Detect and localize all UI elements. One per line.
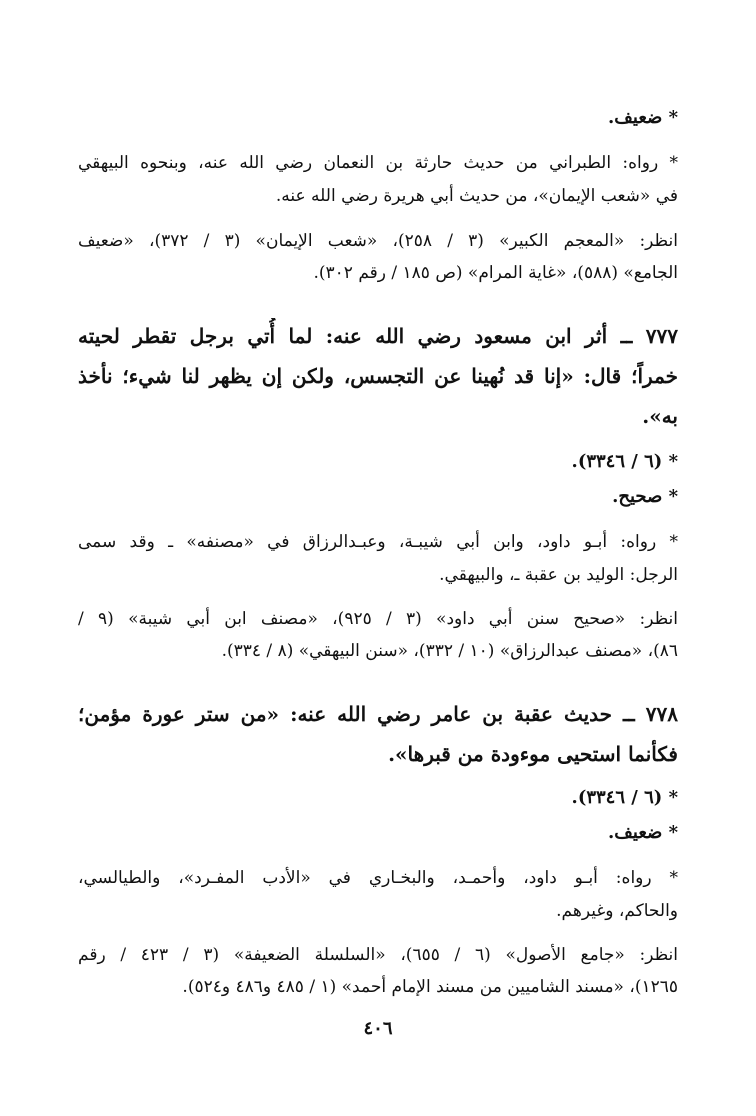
entry-777-heading-cont: خمراً؛ قال: «إنا قد نُهينا عن التجسس، ولكن إن يظهر لنا شيء؛ نأخذ [78, 364, 678, 388]
grade-line: * ضعيف. [608, 107, 678, 128]
narration-line: * رواه: أبـو داود، وابن أبي شيبـة، وعبـدالرزاق في «مصنفه» ـ وقد سمى [78, 532, 678, 552]
volume-reference: * (٦ / ٣٣٤٦). [571, 451, 678, 472]
entry-778-heading-cont: فكأنما استحيى موءودة من قبرها». [388, 742, 678, 766]
narration-line: الرجل: الوليد بن عقبة ـ، والبيهقي. [439, 565, 678, 585]
entry-777-heading-end: به». [642, 404, 678, 428]
reference-line: ٨٦)، «مصنف عبدالرزاق» (١٠ / ٣٣٢)، «سنن البيهقي» (٨ / ٣٣٤). [221, 641, 678, 661]
page-number: ٤٠٦ [363, 1018, 393, 1039]
reference-line: انظر: «جامع الأصول» (٦ / ٦٥٥)، «السلسلة الضعيفة» (٣ / ٤٢٣ / رقم [78, 945, 678, 965]
narration-line: * رواه: أبـو داود، وأحمـد، والبخـاري في «الأدب المفـرد»، والطيالسي، [78, 868, 678, 888]
reference-line: ١٢٦٥)، «مسند الشاميين من مسند الإمام أحمد» (١ / ٤٨٥ و٤٨٦ و٥٢٤). [182, 977, 678, 997]
volume-reference: * (٦ / ٣٣٤٦). [571, 787, 678, 808]
reference-line: انظر: «المعجم الكبير» (٣ / ٢٥٨)، «شعب الإيمان» (٣ / ٣٧٢)، «ضعيف [78, 231, 678, 251]
reference-line: انظر: «صحيح سنن أبي داود» (٣ / ٩٢٥)، «مصنف ابن أبي شيبة» (٩ / [78, 609, 678, 629]
narration-line: في «شعب الإيمان»، من حديث أبي هريرة رضي الله عنه. [275, 186, 678, 206]
grade-line: * ضعيف. [608, 822, 678, 843]
entry-777-heading: ٧٧٧ ــ أثر ابن مسعود رضي الله عنه: لما أُتي برجل تقطر لحيته [78, 324, 678, 348]
narration-line: * رواه: الطبراني من حديث حارثة بن النعمان رضي الله عنه، وبنحوه البيهقي [78, 153, 678, 173]
narration-line: والحاكم، وغيرهم. [556, 901, 678, 921]
reference-line: الجامع» (٥٨٨)، «غاية المرام» (ص ١٨٥ / رقم ٣٠٢). [313, 263, 678, 283]
grade-line: * صحيح. [612, 486, 678, 507]
entry-778-heading: ٧٧٨ ــ حديث عقبة بن عامر رضي الله عنه: «من ستر عورة مؤمن؛ [78, 702, 678, 726]
